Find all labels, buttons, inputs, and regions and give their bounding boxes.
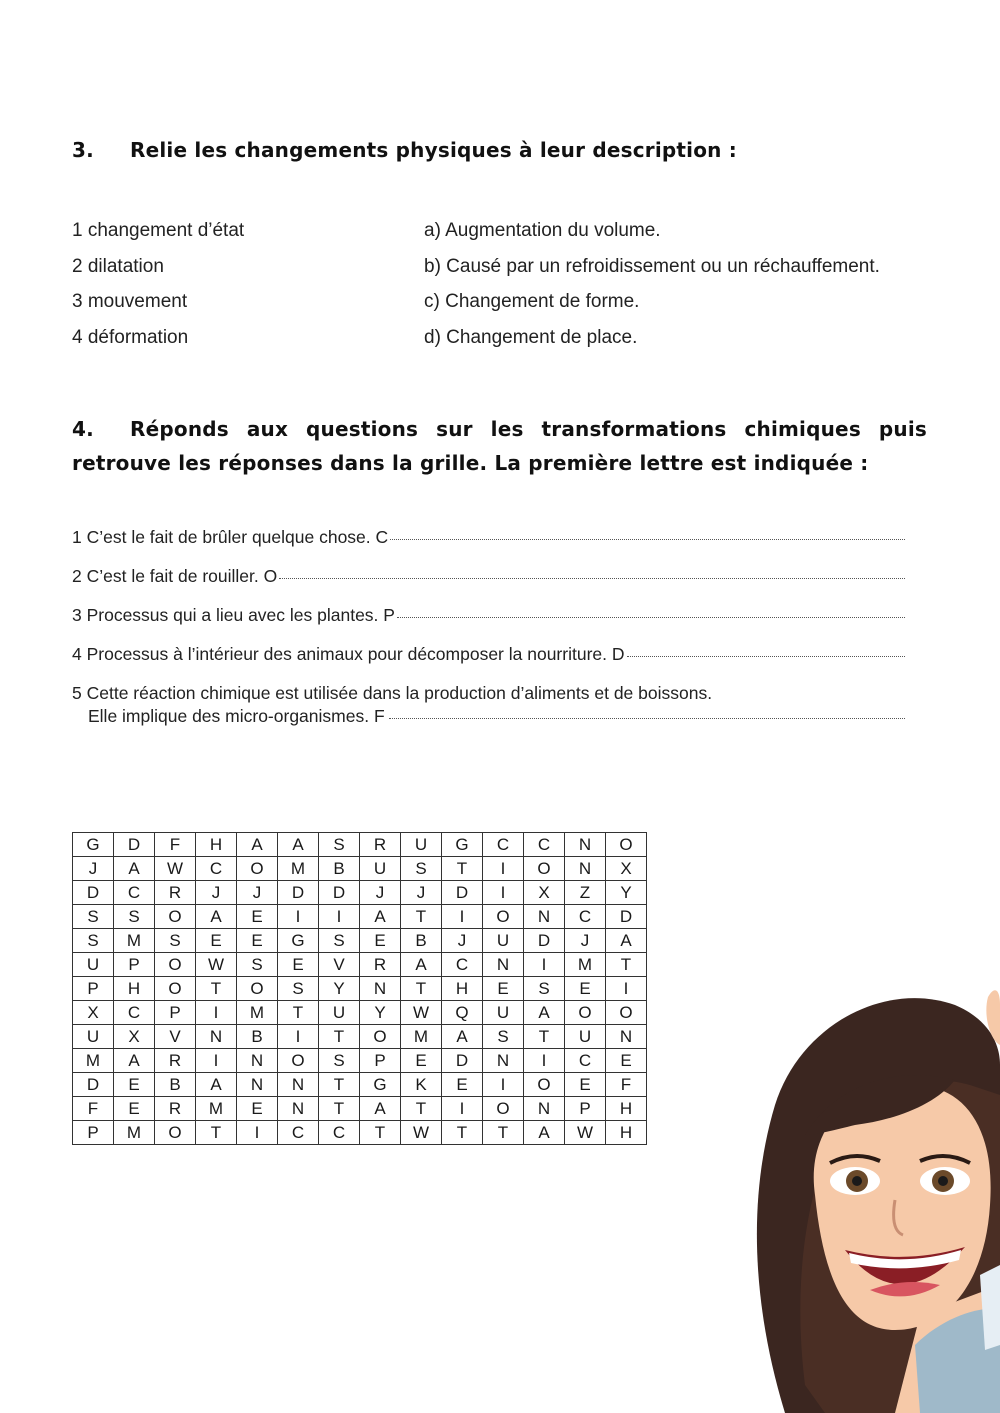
grid-cell[interactable]: J: [401, 881, 442, 905]
grid-cell[interactable]: Y: [319, 977, 360, 1001]
grid-cell[interactable]: H: [442, 977, 483, 1001]
description-item[interactable]: d) Changement de place.: [424, 326, 638, 348]
physical-change-item[interactable]: 4 déformation: [72, 326, 189, 348]
grid-cell[interactable]: T: [360, 1121, 401, 1145]
grid-cell[interactable]: I: [483, 881, 524, 905]
grid-cell[interactable]: A: [196, 1073, 237, 1097]
teacher-avatar-illustration: [745, 985, 1000, 1413]
grid-cell[interactable]: U: [401, 833, 442, 857]
grid-row: [73, 833, 647, 857]
question-1-text: 1 C’est le fait de brûler quelque chose. C: [72, 527, 389, 547]
grid-cell[interactable]: G: [442, 833, 483, 857]
grid-row: [73, 929, 647, 953]
grid-cell[interactable]: N: [278, 1073, 319, 1097]
question-5-line-1: 5 Cette réaction chimique est utilisée dans la production d’aliments et de boissons.: [72, 683, 713, 703]
description-item[interactable]: c) Changement de forme.: [424, 291, 640, 312]
grid-cell[interactable]: Y: [606, 881, 647, 905]
answer-3-line[interactable]: [397, 616, 905, 618]
grid-cell[interactable]: O: [524, 1073, 565, 1097]
grid-cell[interactable]: A: [278, 833, 319, 857]
grid-cell[interactable]: I: [524, 953, 565, 977]
answer-1-line[interactable]: [390, 538, 905, 540]
grid-cell[interactable]: U: [565, 1025, 606, 1049]
grid-cell[interactable]: A: [360, 1097, 401, 1121]
grid-cell[interactable]: M: [73, 1049, 114, 1073]
grid-cell[interactable]: E: [196, 929, 237, 953]
grid-cell[interactable]: D: [524, 929, 565, 953]
grid-cell[interactable]: E: [483, 977, 524, 1001]
question-4: [72, 644, 905, 665]
grid-cell[interactable]: E: [606, 1049, 647, 1073]
grid-cell[interactable]: S: [155, 929, 196, 953]
grid-cell[interactable]: O: [483, 1097, 524, 1121]
grid-cell[interactable]: O: [524, 857, 565, 881]
grid-cell[interactable]: W: [155, 857, 196, 881]
question-2: [72, 566, 905, 587]
grid-cell[interactable]: T: [278, 1001, 319, 1025]
grid-cell[interactable]: E: [237, 1097, 278, 1121]
grid-cell[interactable]: N: [483, 1049, 524, 1073]
grid-cell[interactable]: R: [155, 881, 196, 905]
grid-cell[interactable]: T: [401, 1097, 442, 1121]
grid-cell[interactable]: C: [278, 1121, 319, 1145]
grid-cell[interactable]: B: [401, 929, 442, 953]
grid-cell[interactable]: S: [114, 905, 155, 929]
question-4-text: 4 Processus à l’intérieur des animaux pour décomposer la nourriture. D: [72, 644, 625, 664]
grid-cell[interactable]: S: [73, 929, 114, 953]
grid-cell[interactable]: G: [278, 929, 319, 953]
grid-cell[interactable]: H: [606, 1097, 647, 1121]
grid-cell[interactable]: I: [196, 1001, 237, 1025]
grid-cell[interactable]: B: [155, 1073, 196, 1097]
grid-cell[interactable]: M: [114, 1121, 155, 1145]
grid-cell[interactable]: J: [565, 929, 606, 953]
grid-cell[interactable]: S: [278, 977, 319, 1001]
grid-cell[interactable]: D: [319, 881, 360, 905]
grid-cell[interactable]: M: [401, 1025, 442, 1049]
grid-cell[interactable]: C: [114, 881, 155, 905]
grid-cell[interactable]: D: [606, 905, 647, 929]
grid-row: [73, 905, 647, 929]
grid-cell[interactable]: N: [524, 1097, 565, 1121]
grid-cell[interactable]: X: [524, 881, 565, 905]
grid-cell[interactable]: R: [155, 1097, 196, 1121]
grid-cell[interactable]: E: [401, 1049, 442, 1073]
grid-cell[interactable]: G: [73, 833, 114, 857]
grid-cell[interactable]: X: [73, 1001, 114, 1025]
grid-cell[interactable]: O: [155, 1121, 196, 1145]
grid-cell[interactable]: N: [606, 1025, 647, 1049]
answer-5-line[interactable]: [389, 717, 905, 719]
grid-row: [73, 881, 647, 905]
grid-cell[interactable]: C: [483, 833, 524, 857]
grid-row: [73, 953, 647, 977]
grid-cell[interactable]: P: [565, 1097, 606, 1121]
grid-cell[interactable]: O: [237, 977, 278, 1001]
grid-cell[interactable]: W: [401, 1121, 442, 1145]
grid-cell[interactable]: T: [442, 857, 483, 881]
grid-cell[interactable]: A: [442, 1025, 483, 1049]
grid-cell[interactable]: M: [237, 1001, 278, 1025]
physical-changes-list: [72, 218, 244, 360]
section-4-number: 4.: [72, 417, 94, 441]
grid-cell[interactable]: G: [360, 1073, 401, 1097]
grid-cell[interactable]: B: [237, 1025, 278, 1049]
grid-cell[interactable]: M: [196, 1097, 237, 1121]
grid-row: [73, 1025, 647, 1049]
grid-cell[interactable]: P: [73, 977, 114, 1001]
grid-cell[interactable]: A: [524, 1121, 565, 1145]
grid-cell[interactable]: K: [401, 1073, 442, 1097]
grid-cell[interactable]: E: [114, 1097, 155, 1121]
grid-cell[interactable]: T: [319, 1073, 360, 1097]
grid-cell[interactable]: F: [155, 833, 196, 857]
grid-cell[interactable]: T: [524, 1025, 565, 1049]
section-4-heading: [72, 412, 927, 480]
grid-row: [73, 857, 647, 881]
grid-cell[interactable]: A: [360, 905, 401, 929]
question-2-text: 2 C’est le fait de rouiller. O: [72, 566, 278, 586]
grid-cell[interactable]: N: [565, 857, 606, 881]
grid-cell[interactable]: O: [155, 905, 196, 929]
grid-cell[interactable]: A: [524, 1001, 565, 1025]
grid-cell[interactable]: M: [565, 953, 606, 977]
grid-cell[interactable]: B: [319, 857, 360, 881]
grid-cell[interactable]: T: [442, 1121, 483, 1145]
grid-cell[interactable]: O: [155, 953, 196, 977]
grid-cell[interactable]: T: [401, 905, 442, 929]
grid-cell[interactable]: T: [401, 977, 442, 1001]
grid-cell[interactable]: O: [155, 977, 196, 1001]
description-item[interactable]: a) Augmentation du volume.: [424, 220, 661, 241]
question-5: [72, 683, 905, 727]
grid-cell[interactable]: I: [524, 1049, 565, 1073]
physical-change-item[interactable]: 1 changement d’état: [72, 220, 245, 241]
section-3-heading: [72, 138, 737, 162]
grid-cell[interactable]: S: [319, 1049, 360, 1073]
grid-cell[interactable]: J: [360, 881, 401, 905]
grid-cell[interactable]: O: [360, 1025, 401, 1049]
grid-cell[interactable]: O: [606, 833, 647, 857]
grid-cell[interactable]: F: [606, 1073, 647, 1097]
grid-cell[interactable]: V: [319, 953, 360, 977]
grid-cell[interactable]: D: [73, 1073, 114, 1097]
grid-cell[interactable]: Z: [565, 881, 606, 905]
descriptions-list: [424, 218, 880, 360]
grid-cell[interactable]: E: [278, 953, 319, 977]
grid-cell[interactable]: N: [237, 1049, 278, 1073]
grid-cell[interactable]: O: [606, 1001, 647, 1025]
grid-row: [73, 1097, 647, 1121]
grid-cell[interactable]: T: [319, 1097, 360, 1121]
question-3-text: 3 Processus qui a lieu avec les plantes. P: [72, 605, 395, 625]
grid-cell[interactable]: C: [565, 1049, 606, 1073]
grid-cell[interactable]: A: [196, 905, 237, 929]
grid-cell[interactable]: U: [483, 929, 524, 953]
grid-cell[interactable]: C: [442, 953, 483, 977]
grid-cell[interactable]: I: [442, 905, 483, 929]
grid-cell[interactable]: D: [114, 833, 155, 857]
grid-cell[interactable]: U: [73, 953, 114, 977]
grid-cell[interactable]: O: [237, 857, 278, 881]
grid-cell[interactable]: J: [196, 881, 237, 905]
grid-cell[interactable]: H: [606, 1121, 647, 1145]
grid-cell[interactable]: I: [278, 905, 319, 929]
grid-cell[interactable]: J: [442, 929, 483, 953]
grid-cell[interactable]: C: [319, 1121, 360, 1145]
grid-cell[interactable]: I: [606, 977, 647, 1001]
grid-cell[interactable]: I: [483, 1073, 524, 1097]
grid-cell[interactable]: J: [73, 857, 114, 881]
answer-2-line[interactable]: [279, 577, 905, 579]
section-4-title: Réponds aux questions sur les transformations chimiques puis retrouve les réponses dans la grille. La première lettre est indiquée :: [72, 417, 927, 475]
grid-cell[interactable]: O: [278, 1049, 319, 1073]
grid-cell[interactable]: S: [73, 905, 114, 929]
grid-cell[interactable]: C: [114, 1001, 155, 1025]
grid-cell[interactable]: A: [114, 857, 155, 881]
grid-cell[interactable]: I: [483, 857, 524, 881]
grid-cell[interactable]: N: [524, 905, 565, 929]
grid-cell[interactable]: A: [401, 953, 442, 977]
question-1: [72, 527, 905, 548]
grid-cell[interactable]: C: [524, 833, 565, 857]
grid-cell[interactable]: S: [237, 953, 278, 977]
grid-cell[interactable]: E: [360, 929, 401, 953]
grid-cell[interactable]: O: [483, 905, 524, 929]
section-3-number: 3.: [72, 138, 94, 162]
question-5-line-2: Elle implique des micro-organismes. F: [88, 706, 385, 726]
grid-cell[interactable]: F: [73, 1097, 114, 1121]
grid-cell[interactable]: U: [319, 1001, 360, 1025]
grid-cell[interactable]: P: [155, 1001, 196, 1025]
grid-cell[interactable]: T: [483, 1121, 524, 1145]
grid-cell[interactable]: D: [73, 881, 114, 905]
grid-cell[interactable]: P: [360, 1049, 401, 1073]
grid-cell[interactable]: Q: [442, 1001, 483, 1025]
grid-cell[interactable]: W: [401, 1001, 442, 1025]
grid-cell[interactable]: C: [196, 857, 237, 881]
grid-cell[interactable]: N: [360, 977, 401, 1001]
grid-cell[interactable]: T: [319, 1025, 360, 1049]
grid-cell[interactable]: N: [483, 953, 524, 977]
grid-cell[interactable]: D: [278, 881, 319, 905]
grid-cell[interactable]: X: [114, 1025, 155, 1049]
grid-cell[interactable]: D: [442, 1049, 483, 1073]
grid-cell[interactable]: E: [237, 929, 278, 953]
grid-cell[interactable]: T: [196, 1121, 237, 1145]
grid-cell[interactable]: E: [237, 905, 278, 929]
grid-cell[interactable]: C: [565, 905, 606, 929]
physical-change-item[interactable]: 3 mouvement: [72, 291, 188, 312]
grid-cell[interactable]: A: [237, 833, 278, 857]
grid-cell[interactable]: E: [114, 1073, 155, 1097]
physical-change-item[interactable]: 2 dilatation: [72, 255, 164, 277]
grid-cell[interactable]: P: [73, 1121, 114, 1145]
grid-cell[interactable]: X: [606, 857, 647, 881]
grid-cell[interactable]: T: [196, 977, 237, 1001]
grid-cell[interactable]: W: [196, 953, 237, 977]
section-3-title: Relie les changements physiques à leur description :: [130, 138, 737, 162]
grid-cell[interactable]: E: [442, 1073, 483, 1097]
grid-cell[interactable]: Y: [360, 1001, 401, 1025]
grid-cell[interactable]: V: [155, 1025, 196, 1049]
grid-cell[interactable]: A: [114, 1049, 155, 1073]
answer-4-line[interactable]: [627, 655, 906, 657]
grid-cell[interactable]: E: [565, 977, 606, 1001]
grid-cell[interactable]: H: [114, 977, 155, 1001]
grid-cell[interactable]: D: [442, 881, 483, 905]
grid-cell[interactable]: N: [278, 1097, 319, 1121]
grid-cell[interactable]: A: [606, 929, 647, 953]
grid-cell[interactable]: W: [565, 1121, 606, 1145]
question-3: [72, 605, 905, 626]
grid-cell[interactable]: U: [360, 857, 401, 881]
grid-cell[interactable]: S: [483, 1025, 524, 1049]
grid-cell[interactable]: O: [565, 1001, 606, 1025]
grid-cell[interactable]: R: [360, 953, 401, 977]
grid-cell[interactable]: N: [565, 833, 606, 857]
grid-row: [73, 977, 647, 1001]
grid-cell[interactable]: T: [606, 953, 647, 977]
grid-cell[interactable]: N: [237, 1073, 278, 1097]
description-item[interactable]: b) Causé par un refroidissement ou un réchauffement.: [424, 255, 880, 277]
grid-cell[interactable]: U: [483, 1001, 524, 1025]
grid-cell[interactable]: S: [319, 833, 360, 857]
grid-cell[interactable]: S: [401, 857, 442, 881]
grid-cell[interactable]: P: [114, 953, 155, 977]
grid-cell[interactable]: E: [565, 1073, 606, 1097]
grid-cell[interactable]: I: [278, 1025, 319, 1049]
grid-cell[interactable]: H: [196, 833, 237, 857]
grid-row: [73, 1121, 647, 1145]
grid-row: [73, 1073, 647, 1097]
grid-cell[interactable]: R: [360, 833, 401, 857]
grid-cell[interactable]: I: [319, 905, 360, 929]
grid-cell[interactable]: M: [114, 929, 155, 953]
grid-cell[interactable]: S: [319, 929, 360, 953]
grid-cell[interactable]: I: [196, 1049, 237, 1073]
grid-cell[interactable]: J: [237, 881, 278, 905]
grid-row: [73, 1001, 647, 1025]
grid-cell[interactable]: I: [237, 1121, 278, 1145]
grid-cell[interactable]: M: [278, 857, 319, 881]
grid-cell[interactable]: I: [442, 1097, 483, 1121]
grid-cell[interactable]: N: [196, 1025, 237, 1049]
grid-cell[interactable]: S: [524, 977, 565, 1001]
grid-cell[interactable]: U: [73, 1025, 114, 1049]
grid-cell[interactable]: R: [155, 1049, 196, 1073]
grid-row: [73, 1049, 647, 1073]
word-search-grid: [72, 832, 647, 1145]
